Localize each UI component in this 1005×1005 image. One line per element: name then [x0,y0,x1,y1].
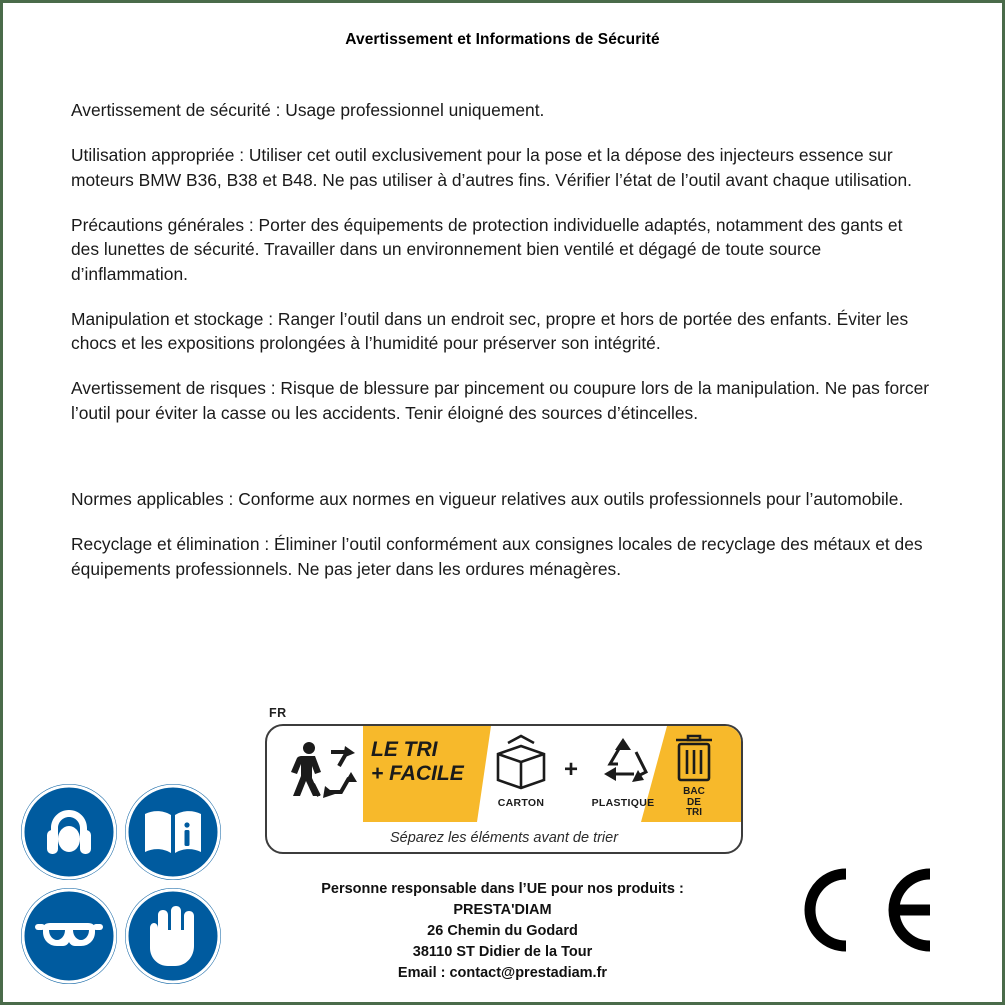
triman-headline [371,738,476,785]
paragraph-standards: Normes applicables : Conforme aux normes en vigueur relatives aux outils professionnels pour l’automobile. [71,489,904,510]
bac-de-tri-icon-column [657,732,731,819]
responsible-person-heading [3,879,1002,900]
triman-figure-icon [279,734,361,814]
paragraph-recycling: Recyclage et élimination : Éliminer l’outil conformément aux consignes locales de recyclage des métaux et des équipements professionnels. Ne pas jeter dans les ordures ménagères. [71,534,923,579]
triman-plus-separator: + [564,756,579,783]
trash-bin-icon [669,732,719,784]
bac-label-line1: BAC [683,786,705,797]
responsible-person-block [3,879,1002,984]
safety-text-block [71,49,932,582]
footer-area [3,672,1002,1002]
paragraph-risk-warning: Avertissement de risques : Risque de blessure par pincement ou coupure lors de la manipulation. Ne pas forcer l’outil pour éviter la casse ou les accidents. Tenir éloigné des sources d’étincelles. [71,378,930,423]
carton-label: CARTON [497,797,545,809]
plastique-label: PLASTIQUE [591,797,655,809]
triman-language-code: FR [269,706,287,720]
triman-headline-line2: + FACILE [371,761,464,785]
paragraph-intended-use: Utilisation appropriée : Utiliser cet outil exclusivement pour la pose et la dépose des injecteurs essence sur moteurs BMW B36, B38 et B48. Ne pas utiliser à d’autres fins. Vérifier l’état de l’outil avant chaque utilisation. [71,145,912,190]
responsible-heading-ue: UE [526,880,547,897]
company-name: PRESTA'DIAM [453,901,552,918]
paragraph-general-precautions: Précautions générales : Porter des équipements de protection individuelle adaptés, notamment des gants et des lunettes de sécurité. Travailler dans un environnement bien ventilé et dégagé de toute source d’inflammation. [71,214,903,284]
responsible-heading-suffix: pour nos produits : [546,880,684,897]
triman-recycling-label [265,706,743,854]
bac-label-line3: TRI [685,807,703,818]
carton-icon [488,734,554,790]
page-title: Avertissement et Informations de Sécurité [345,31,660,48]
responsible-heading-prefix: Personne responsable dans l’ [321,880,527,897]
bac-label-line2: DE [687,796,701,808]
company-street: 26 Chemin du Godard [427,922,578,939]
carton-icon-column [483,734,559,809]
paragraph-safety-warning: Avertissement de sécurité : Usage professionnel uniquement. [71,100,545,121]
company-city: 38110 ST Didier de la Tour [412,943,593,960]
read-manual-icon [125,784,221,880]
plastique-icon-column [585,734,661,809]
triman-headline-line1: LE TRI [371,738,438,761]
recycle-arrows-icon [590,734,656,790]
ear-protection-icon [21,784,117,880]
paragraph-handling-storage: Manipulation et stockage : Ranger l’outil dans un endroit sec, propre et hors de portée des enfants. Éviter les chocs et les expositions prolongées à l’humidité pour préserver son intégrité. [71,308,909,354]
company-email: Email : contact@prestadiam.fr [397,964,608,981]
triman-footer-note: Séparez les éléments avant de trier [389,830,619,846]
